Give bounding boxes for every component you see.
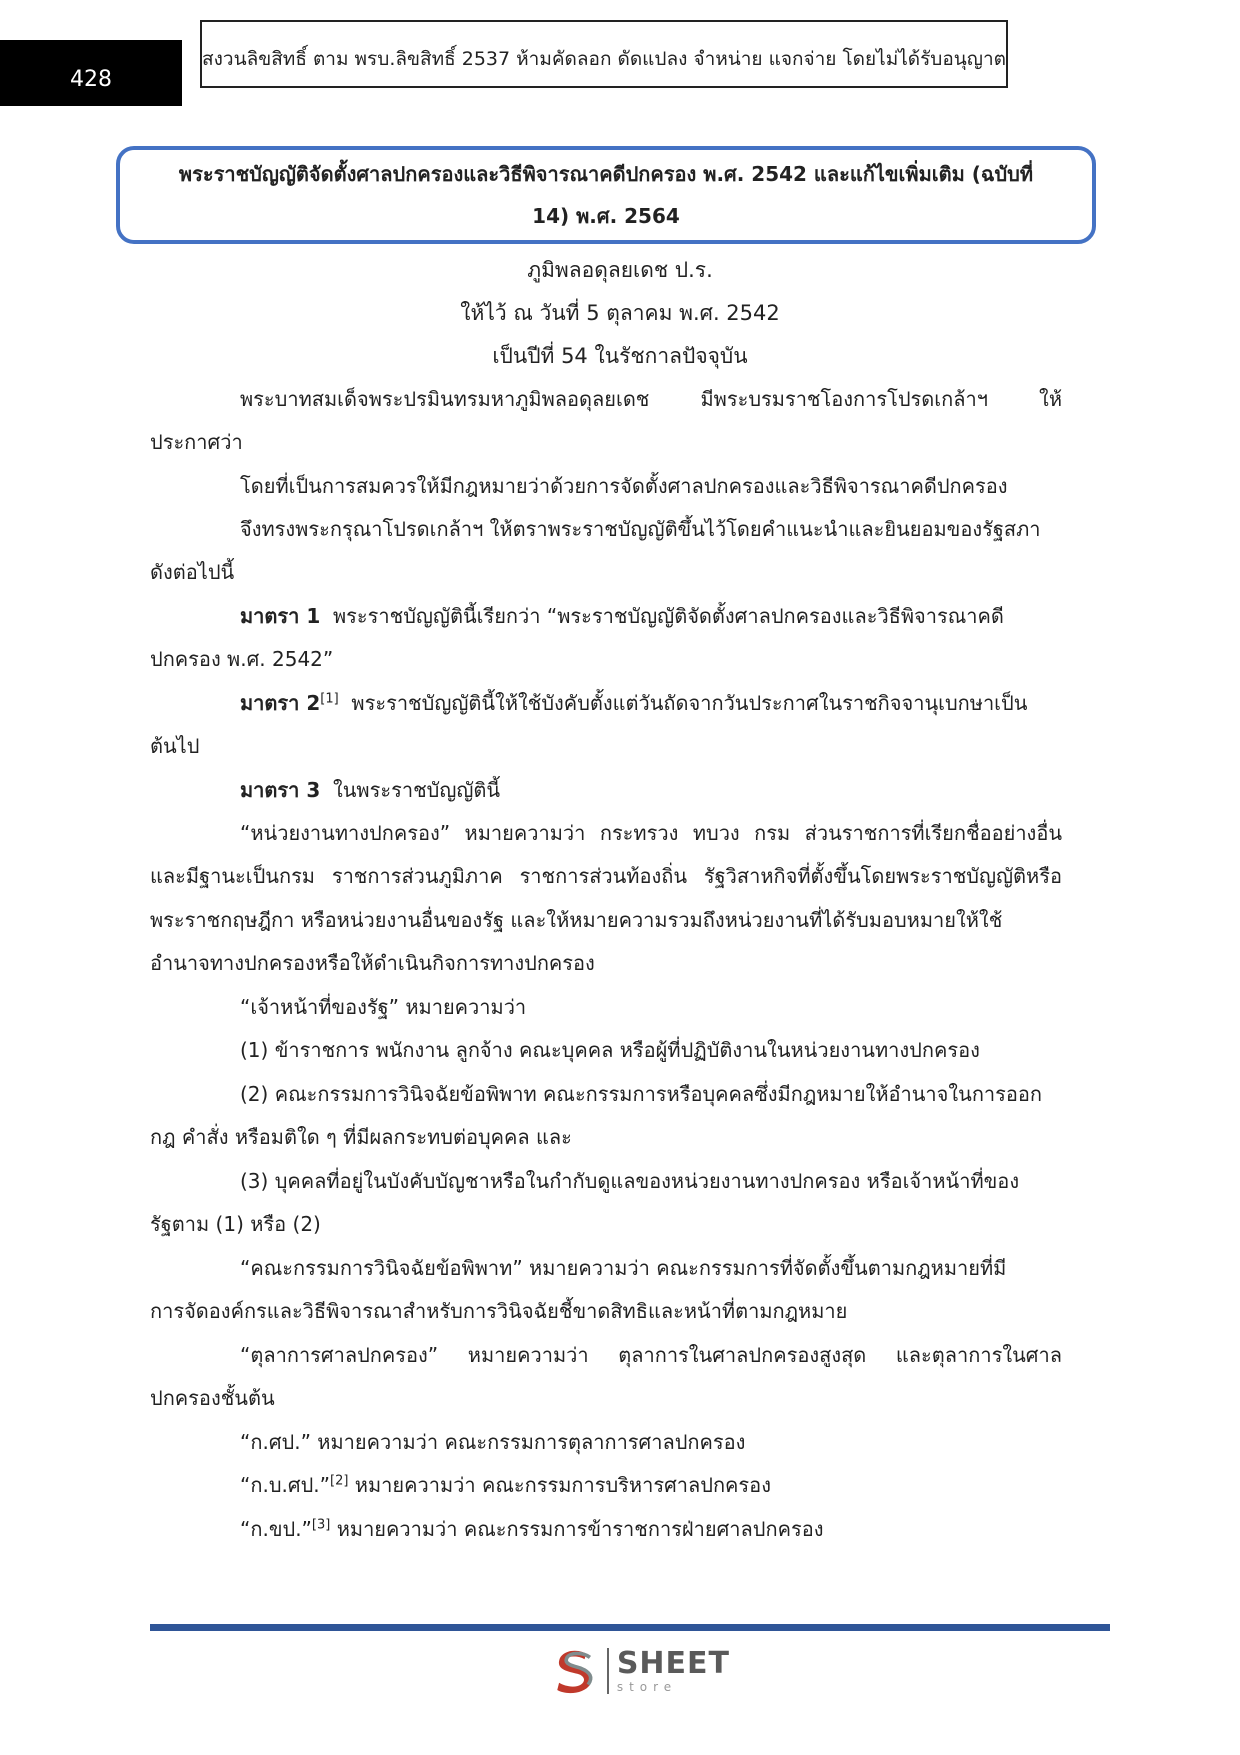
section-2-label: มาตรา 2 [240,691,321,715]
definition-1-line1: “หน่วยงานทางปกครอง” หมายความว่า กระทรวง ทบวง กรม ส่วนราชการที่เรียกชื่ออย่างอื่น [240,821,1062,845]
definition-7: “ก.ขป.”[3] หมายความว่า คณะกรรมการข้าราชการฝ่ายศาลปกครอง [240,1517,824,1541]
footnote-2-ref: [2] [330,1473,349,1489]
footnote-1-ref: [1] [320,691,339,707]
section-3-line: มาตรา 3 ในพระราชบัญญัตินี้ [240,778,501,802]
definition-1-line2: และมีฐานะเป็นกรม ราชการส่วนภูมิภาค ราชการส่วนท้องถิ่น รัฐวิสาหกิจที่ตั้งขึ้นโดยพระราชบัญญัติหรือ [150,864,1062,888]
logo-separator [607,1648,609,1694]
section-1-label: มาตรา 1 [240,604,321,628]
paragraph-2: โดยที่เป็นการสมควรให้มีกฎหมายว่าด้วยการจัดตั้งศาลปกครองและวิธีพิจารณาคดีปกครอง [240,474,1008,498]
definition-1-line4: อำนาจทางปกครองหรือให้ดำเนินกิจการทางปกครอง [150,951,595,975]
definition-5: “ก.ศป.” หมายความว่า คณะกรรมการตุลาการศาลปกครอง [240,1430,746,1454]
paragraph-3-line2: ดังต่อไปนี้ [150,560,235,584]
definition-2: “เจ้าหน้าที่ของรัฐ” หมายความว่า [240,995,527,1019]
definition-4-line1: “ตุลาการศาลปกครอง” หมายความว่า ตุลาการในศาลปกครองสูงสุด และตุลาการในศาล [240,1343,1062,1367]
copyright-notice: สงวนลิขสิทธิ์ ตาม พรบ.ลิขสิทธิ์ 2537 ห้ามคัดลอก ดัดแปลง จำหน่าย แจกจ่าย โดยไม่ได้รับอนุญาต [202,48,1006,70]
section-1-line2: ปกครอง พ.ศ. 2542” [150,647,334,671]
copyright-notice-box [200,20,1008,88]
sheet-store-logo [550,1642,730,1700]
section-3-label: มาตรา 3 [240,778,321,802]
given-date: ให้ไว้ ณ วันที่ 5 ตุลาคม พ.ศ. 2542 [460,301,780,325]
king-signature: ภูมิพลอดุลยเดช ป.ร. [527,258,713,282]
definition-2-item-2-line2: กฎ คำสั่ง หรือมติใด ๆ ที่มีผลกระทบต่อบุคคล และ [150,1125,572,1149]
footer-rule [150,1624,1110,1631]
footnote-3-ref: [3] [311,1517,331,1533]
paragraph-3-line1: จึงทรงพระกรุณาโปรดเกล้าฯ ให้ตราพระราชบัญญัติขึ้นไว้โดยคำแนะนำและยินยอมของรัฐสภา [240,517,1041,541]
definition-2-item-3-line1: (3) บุคคลที่อยู่ในบังคับบัญชาหรือในกำกับดูแลของหน่วยงานทางปกครอง หรือเจ้าหน้าที่ของ [240,1169,1020,1193]
section-2-line2: ต้นไป [150,734,200,758]
section-2-line1: มาตรา 2[1] พระราชบัญญัตินี้ให้ใช้บังคับตั้งแต่วันถัดจากวันประกาศในราชกิจจานุเบกษาเป็น [240,691,1028,715]
definition-4-line2: ปกครองชั้นต้น [150,1386,275,1410]
logo-sub-text: store [616,1680,678,1694]
definition-3-line1: “คณะกรรมการวินิจฉัยข้อพิพาท” หมายความว่า คณะกรรมการที่จัดตั้งขึ้นตามกฎหมายที่มี [240,1256,1007,1280]
reign-year: เป็นปีที่ 54 ในรัชกาลปัจจุบัน [492,344,748,368]
document-title-line2: 14) พ.ศ. 2564 [532,204,680,228]
definition-3-line2: การจัดองค์กรและวิธีพิจารณาสำหรับการวินิจฉัยชี้ขาดสิทธิและหน้าที่ตามกฎหมาย [150,1299,848,1323]
document-title-box [116,146,1096,244]
definition-6: “ก.บ.ศป.”[2] หมายความว่า คณะกรรมการบริหารศาลปกครอง [240,1473,771,1497]
definition-2-item-1: (1) ข้าราชการ พนักงาน ลูกจ้าง คณะบุคคล หรือผู้ที่ปฏิบัติงานในหน่วยงานทางปกครอง [240,1038,980,1062]
logo-wordmark [616,1646,730,1694]
definition-2-item-2-line1: (2) คณะกรรมการวินิจฉัยข้อพิพาท คณะกรรมการหรือบุคคลซึ่งมีกฎหมายให้อำนาจในการออก [240,1082,1043,1106]
page-number-tab [0,40,182,106]
paragraph-1-line1: พระบาทสมเด็จพระปรมินทรมหาภูมิพลอดุลยเดช มีพระบรมราชโองการโปรดเกล้าฯ ให้ [240,387,1062,411]
paragraph-1-line2: ประกาศว่า [150,430,243,454]
document-title-line1: พระราชบัญญัติจัดตั้งศาลปกครองและวิธีพิจารณาคดีปกครอง พ.ศ. 2542 และแก้ไขเพิ่มเติม (ฉบับที่ [178,162,1034,186]
logo-main-text: SHEET [616,1646,730,1681]
definition-1-line3: พระราชกฤษฎีกา หรือหน่วยงานอื่นของรัฐ และให้หมายความรวมถึงหน่วยงานที่ได้รับมอบหมายให้ใช้ [150,908,1003,932]
page-number: 428 [70,66,112,92]
definition-2-item-3-line2: รัฐตาม (1) หรือ (2) [150,1212,321,1236]
sheet-store-logo-icon [550,1644,599,1698]
section-1-line1: มาตรา 1 พระราชบัญญัตินี้เรียกว่า “พระราชบัญญัติจัดตั้งศาลปกครองและวิธีพิจารณาคดี [240,604,1004,628]
